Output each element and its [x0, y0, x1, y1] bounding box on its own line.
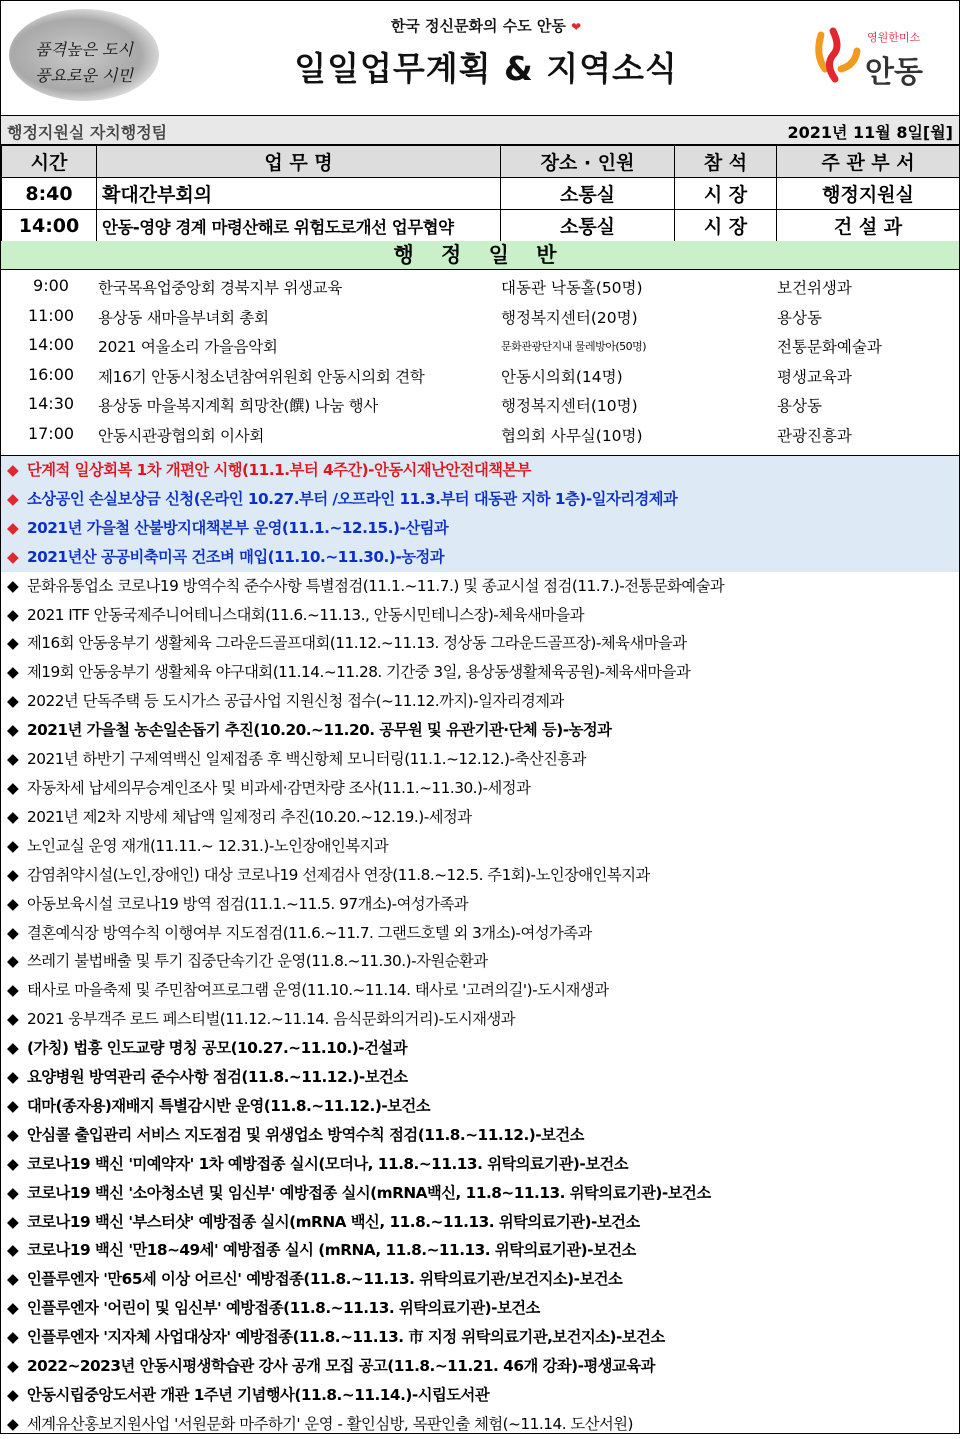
- brand-name: 안동: [865, 55, 923, 90]
- heart-icon: ❤: [571, 20, 582, 34]
- row-attendee: 시 장: [675, 178, 777, 210]
- diamond-bullet-icon: ◆: [7, 692, 19, 711]
- diamond-bullet-icon: ◆: [7, 1183, 19, 1202]
- news-text: 2021년 가을철 농손일손돕기 추진(10.20.~11.20. 공무원 및 유관기관·단체 등)-농정과: [27, 721, 612, 740]
- news-item: [1, 1179, 959, 1208]
- issuing-department: 행정지원실 자치행정팀: [7, 123, 168, 142]
- item-dept: 평생교육과: [777, 367, 852, 386]
- list-item: [1, 360, 959, 390]
- news-text: 2021년 제2차 지방세 체납액 일제정리 추진(10.20.~12.19.)-세정과: [27, 807, 472, 826]
- diamond-bullet-icon: ◆: [7, 894, 19, 913]
- news-item: [1, 629, 959, 658]
- diamond-bullet-icon: ◆: [7, 1414, 19, 1433]
- diamond-bullet-icon: ◆: [7, 778, 19, 797]
- news-item: [1, 1092, 959, 1121]
- diamond-bullet-icon: ◆: [7, 1068, 19, 1087]
- news-text: 노인교실 운영 재개(11.11.~ 12.31.)-노인장애인복지과: [27, 836, 389, 855]
- list-item: [1, 271, 959, 301]
- item-task: 제16기 안동시청소년참여위원회 안동시의회 견학: [98, 367, 425, 386]
- news-text: (가칭) 법흥 인도교량 명칭 공모(10.27.~11.10.)-건설과: [27, 1039, 407, 1058]
- item-place: 행정복지센터(20명): [501, 308, 638, 327]
- news-item: [1, 1294, 959, 1323]
- item-place: 협의회 사무실(10명): [501, 426, 643, 445]
- diamond-bullet-icon: ◆: [7, 576, 19, 595]
- page-title: 일일업무계획 & 지역소식: [294, 49, 678, 88]
- item-dept: 용상동: [777, 308, 822, 327]
- news-item: [1, 774, 959, 803]
- admin-schedule-list: [1, 271, 959, 455]
- news-text: 인플루엔자 '지자체 사업대상자' 예방접종(11.8.~11.13. 市 지정 위탁의료기관,보건지소)-보건소: [27, 1328, 665, 1347]
- column-header-attendee: 참 석: [675, 146, 777, 178]
- news-text: 결혼예식장 방역수칙 이행여부 지도점검(11.6.~11.7. 그랜드호텔 외 3개소)-여성가족과: [27, 923, 592, 942]
- table-row: [2, 178, 960, 210]
- news-item: [1, 456, 959, 485]
- slogan-emblem: [9, 9, 159, 101]
- diamond-bullet-icon: ◆: [7, 981, 19, 1000]
- diamond-bullet-icon: ◆: [7, 1154, 19, 1173]
- news-text: 인플루엔자 '어린이 및 임신부' 예방접종(11.8.~11.13. 위탁의료기관)-보건소: [27, 1299, 540, 1318]
- news-text: 문화유통업소 코로나19 방역수칙 준수사항 특별점검(11.1.~11.7.) 및 종교시설 점검(11.7.)-전통문화예술과: [27, 576, 725, 595]
- diamond-bullet-icon: ◆: [7, 518, 19, 537]
- diamond-bullet-icon: ◆: [7, 923, 19, 942]
- news-item: [1, 1236, 959, 1265]
- news-item: [1, 1323, 959, 1352]
- item-dept: 보건위생과: [777, 279, 852, 297]
- item-place: 안동시의회(14명): [501, 367, 623, 386]
- news-item: [1, 572, 959, 601]
- list-item: [1, 389, 959, 419]
- row-task: 확대간부회의: [97, 178, 501, 210]
- news-item: [1, 687, 959, 716]
- news-item: [1, 1381, 959, 1410]
- item-time: 17:00: [27, 423, 75, 443]
- news-item: [1, 543, 959, 572]
- header-subtitle: [301, 15, 671, 36]
- news-item: [1, 890, 959, 919]
- item-time: 14:00: [27, 335, 75, 354]
- main-schedule-table: [1, 145, 960, 242]
- andong-brand-logo: [811, 17, 946, 97]
- diamond-bullet-icon: ◆: [7, 750, 19, 769]
- row-task: 안동-영양 경계 마령산해로 위험도로개선 업무협약: [97, 210, 501, 242]
- document-date: 2021년 11월 8일[월]: [787, 123, 953, 142]
- news-item: [1, 919, 959, 948]
- news-text: 2021년 가을철 산불방지대책본부 운영(11.1.~12.15.)-산림과: [27, 518, 449, 537]
- diamond-bullet-icon: ◆: [7, 461, 19, 479]
- news-item: [1, 601, 959, 630]
- news-text: 2021년산 공공비축미곡 건조벼 매입(11.10.~11.30.)-농정과: [27, 547, 445, 566]
- diamond-bullet-icon: ◆: [7, 1328, 19, 1347]
- news-text: 감염취약시설(노인,장애인) 대상 코로나19 선제검사 연장(11.8.~12.5. 주1회)-노인장애인복지과: [27, 865, 650, 884]
- news-text: 아동보육시설 코로나19 방역 점검(11.1.~11.5. 97개소)-여성가족과: [27, 894, 469, 913]
- regional-news-list: [1, 455, 959, 1439]
- news-text: 코로나19 백신 '부스터샷' 예방접종 실시(mRNA 백신, 11.8.~11.13. 위탁의료기관)-보건소: [27, 1212, 640, 1231]
- diamond-bullet-icon: ◆: [7, 807, 19, 826]
- item-task: 용상동 새마을부녀회 총회: [98, 308, 269, 327]
- item-task: 2021 여울소리 가을음악회: [98, 338, 278, 356]
- diamond-bullet-icon: ◆: [7, 1299, 19, 1318]
- item-place: 행정복지센터(10명): [501, 397, 638, 415]
- page-header: [1, 1, 959, 109]
- diamond-bullet-icon: ◆: [7, 1125, 19, 1144]
- list-item: [1, 330, 959, 360]
- news-text: 요양병원 방역관리 준수사항 점검(11.8.~11.12.)-보건소: [27, 1068, 408, 1087]
- row-attendee: 시 장: [675, 210, 777, 242]
- news-item: [1, 1352, 959, 1381]
- news-text: 2022~2023년 안동시평생학습관 강사 공개 모집 공고(11.8.~11.21. 46개 강좌)-평생교육과: [27, 1357, 655, 1376]
- news-item: [1, 1005, 959, 1034]
- diamond-bullet-icon: ◆: [7, 1241, 19, 1260]
- news-text: 2021 웅부객주 로드 페스티벌(11.12.~11.14. 음식문화의거리)-도시재생과: [27, 1010, 516, 1029]
- item-place: 대동관 낙동홀(50명): [501, 279, 643, 297]
- news-item: [1, 947, 959, 976]
- item-time: 14:30: [27, 394, 75, 413]
- news-text: 단계적 일상회복 1차 개편안 시행(11.1.부터 4주간)-안동시재난안전대책본부: [27, 461, 532, 479]
- news-text: 코로나19 백신 '미예약자' 1차 예방접종 실시(모더나, 11.8.~11.13. 위탁의료기관)-보건소: [27, 1154, 629, 1173]
- item-time: 11:00: [27, 305, 75, 325]
- diamond-bullet-icon: ◆: [7, 547, 19, 566]
- diamond-bullet-icon: ◆: [7, 605, 19, 624]
- list-item: [1, 301, 959, 331]
- news-item: [1, 658, 959, 687]
- admin-section-header: 행 정 일 반: [1, 241, 959, 270]
- news-text: 코로나19 백신 '만18~49세' 예방접종 실시 (mRNA, 11.8.~11.13. 위탁의료기관)-보건소: [27, 1241, 636, 1260]
- diamond-bullet-icon: ◆: [7, 836, 19, 855]
- news-text: 대마(종자용)재배지 특별감시반 운영(11.8.~11.12.)-보건소: [27, 1096, 431, 1115]
- list-item: [1, 419, 959, 449]
- news-text: 제16회 안동웅부기 생활체육 그라운드골프대회(11.12.~11.13. 정상동 그라운드골프장)-체육새마을과: [27, 634, 687, 653]
- diamond-bullet-icon: ◆: [7, 952, 19, 971]
- news-item: [1, 1410, 959, 1439]
- news-text: 인플루엔자 '만65세 이상 어르신' 예방접종(11.8.~11.13. 위탁의료기관/보건지소)-보건소: [27, 1270, 623, 1289]
- news-item: [1, 1121, 959, 1150]
- row-time: 8:40: [2, 178, 97, 210]
- column-header-time: 시간: [2, 146, 97, 178]
- news-text: 제19회 안동웅부기 생활체육 야구대회(11.14.~11.28. 기간중 3일, 용상동생활체육공원)-체육새마을과: [27, 663, 691, 682]
- diamond-bullet-icon: ◆: [7, 1357, 19, 1376]
- brand-tagline: 영원한미소: [867, 31, 921, 44]
- news-item: [1, 832, 959, 861]
- table-row: [2, 210, 960, 242]
- row-dept: 행정지원실: [777, 178, 960, 210]
- column-header-place: 장소 · 인원: [501, 146, 675, 178]
- slogan-line1: 품격높은 도시: [35, 40, 133, 59]
- item-place: 문화관광단지내 물레방아(50명): [501, 340, 647, 353]
- row-place: 소통실: [501, 210, 675, 242]
- news-text: 2021 ITF 안동국제주니어테니스대회(11.6.~11.13., 안동시민테니스장)-체육새마을과: [27, 605, 585, 624]
- diamond-bullet-icon: ◆: [7, 489, 19, 508]
- row-dept: 건 설 과: [777, 210, 960, 242]
- news-item: [1, 1208, 959, 1237]
- table-header-row: [2, 146, 960, 178]
- smile-logo-icon: [811, 25, 863, 85]
- news-text: 소상공인 손실보상금 신청(온라인 10.27.부터 /오프라인 11.3.부터 대동관 지하 1층)-일자리경제과: [27, 489, 678, 508]
- item-dept: 용상동: [777, 397, 822, 415]
- news-item: [1, 861, 959, 890]
- column-header-dept: 주 관 부 서: [777, 146, 960, 178]
- header-subtitle-text: 한국 정신문화의 수도 안동: [390, 17, 566, 35]
- diamond-bullet-icon: ◆: [7, 865, 19, 884]
- row-place: 소통실: [501, 178, 675, 210]
- news-text: 안동시립중앙도서관 개관 1주년 기념행사(11.8.~11.14.)-시립도서관: [27, 1386, 490, 1404]
- news-text: 코로나19 백신 '소아청소년 및 임신부' 예방접종 실시(mRNA백신, 11.8~11.13. 위탁의료기관)-보건소: [27, 1183, 711, 1202]
- news-text: 안심콜 출입관리 서비스 지도점검 및 위생업소 방역수칙 점검(11.8.~11.12.)-보건소: [27, 1125, 584, 1144]
- news-text: 세계유산홍보지원사업 '서원문화 마주하기' 운영 - 활인심방, 목판인출 체험(~11.14. 도산서원): [27, 1414, 634, 1433]
- diamond-bullet-icon: ◆: [7, 634, 19, 653]
- news-item: [1, 514, 959, 543]
- news-item: [1, 1063, 959, 1092]
- item-task: 한국목욕업중앙회 경북지부 위생교육: [98, 279, 343, 297]
- news-item: [1, 1265, 959, 1294]
- news-item: [1, 745, 959, 774]
- news-item: [1, 485, 959, 514]
- column-header-task: 업 무 명: [97, 146, 501, 178]
- news-item: [1, 716, 959, 745]
- row-time: 14:00: [2, 210, 97, 242]
- diamond-bullet-icon: ◆: [7, 1270, 19, 1289]
- item-task: 용상동 마을복지계획 희망찬(饌) 나눔 행사: [98, 397, 378, 415]
- news-item: [1, 803, 959, 832]
- news-text: 2021년 하반기 구제역백신 일제접종 후 백신항체 모니터링(11.1.~12.12.)-축산진흥과: [27, 750, 586, 769]
- news-text: 자동차세 납세의무승계인조사 및 비과세·감면차량 조사(11.1.~11.30.)-세정과: [27, 778, 531, 797]
- diamond-bullet-icon: ◆: [7, 1212, 19, 1231]
- diamond-bullet-icon: ◆: [7, 1386, 19, 1404]
- diamond-bullet-icon: ◆: [7, 1010, 19, 1029]
- item-task: 안동시관광협의회 이사회: [98, 426, 265, 445]
- diamond-bullet-icon: ◆: [7, 1039, 19, 1058]
- news-text: 2022년 단독주택 등 도시가스 공급사업 지원신청 접수(~11.12.까지)-일자리경제과: [27, 692, 564, 711]
- item-dept: 관광진흥과: [777, 426, 852, 445]
- news-item: [1, 976, 959, 1005]
- news-text: 태사로 마을축제 및 주민참여프로그램 운영(11.10.~11.14. 태사로 '고려의길')-도시재생과: [27, 981, 609, 1000]
- news-text: 쓰레기 불법배출 및 투기 집중단속기간 운영(11.8.~11.30.)-자원순환과: [27, 952, 488, 971]
- item-time: 9:00: [33, 276, 69, 295]
- item-dept: 전통문화예술과: [777, 338, 882, 356]
- diamond-bullet-icon: ◆: [7, 663, 19, 682]
- news-item: [1, 1150, 959, 1179]
- diamond-bullet-icon: ◆: [7, 721, 19, 740]
- slogan-line2: 풍요로운 시민: [35, 66, 133, 85]
- diamond-bullet-icon: ◆: [7, 1096, 19, 1115]
- info-row: [1, 115, 959, 145]
- news-item: [1, 1034, 959, 1063]
- item-time: 16:00: [27, 364, 75, 384]
